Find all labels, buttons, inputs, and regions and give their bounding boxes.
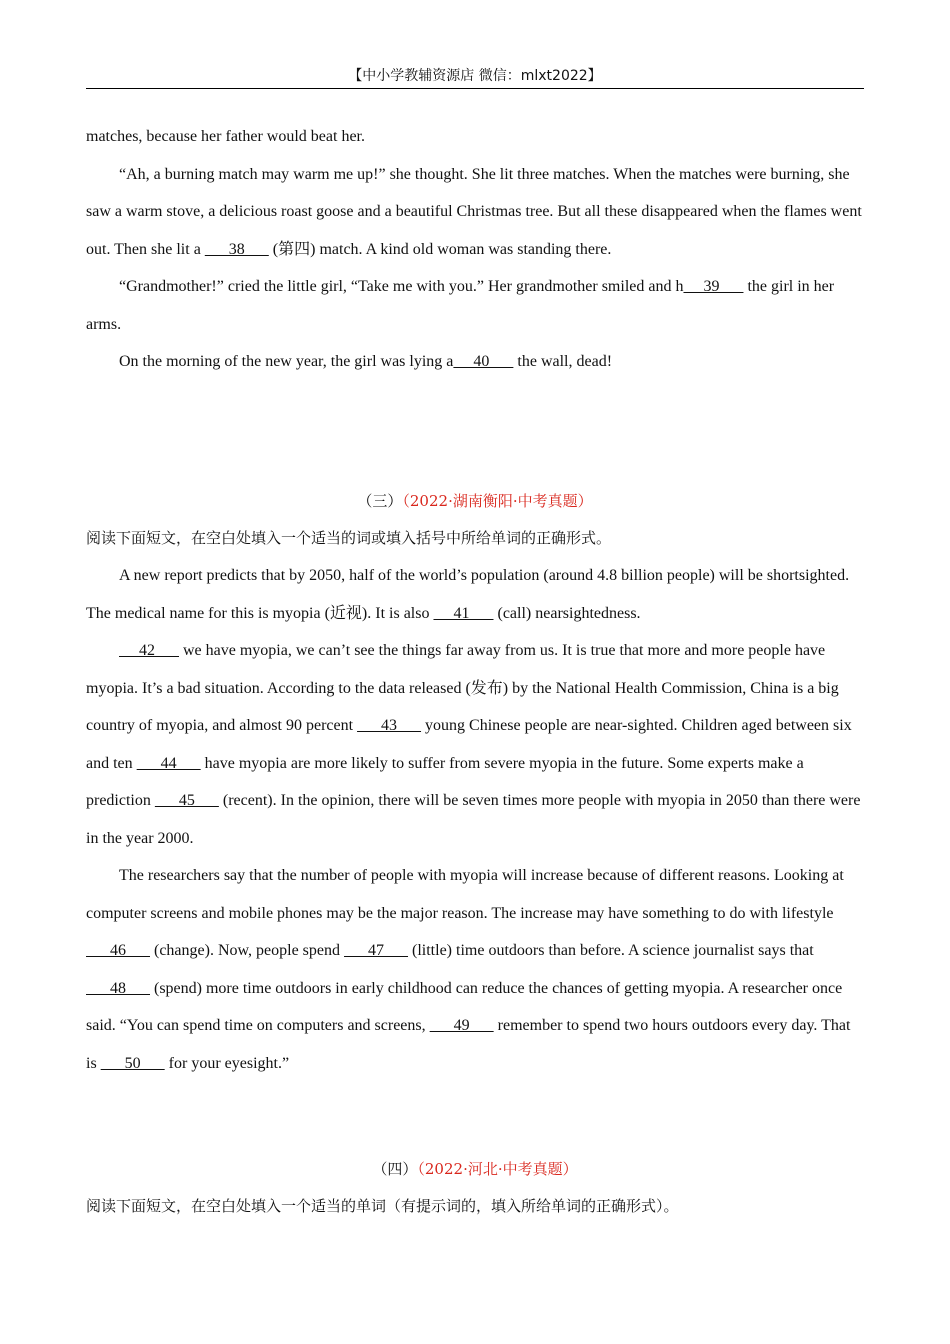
paragraph: A new report predicts that by 2050, half of the world’s population (around 4.8 billion people) will be shortsighted. The medical name for this is myopia (近视). It is also 41 (call) nearsightedness. bbox=[86, 567, 850, 622]
section-title: （四）（2022·河北·中考真题） bbox=[372, 1160, 578, 1178]
section-instruction: 阅读下面短文，在空白处填入一个适当的词或填入括号中所给单词的正确形式。 bbox=[86, 528, 612, 547]
blank-47: 47 bbox=[344, 942, 409, 959]
blank-45: 45 bbox=[154, 792, 219, 809]
section-instruction: 阅读下面短文，在空白处填入一个适当的单词（有提示词的，填入所给单词的正确形式）。 bbox=[86, 1197, 679, 1215]
blank-50: 50 bbox=[100, 1054, 165, 1072]
blank-43: 43 bbox=[357, 717, 422, 734]
section-source: （2022·湖南衡阳·中考真题） bbox=[402, 491, 593, 510]
blank-46: 46 bbox=[86, 942, 150, 959]
blank-42: 42 bbox=[119, 642, 179, 659]
section-title: （三）（2022·湖南衡阳·中考真题） bbox=[357, 491, 593, 510]
blank-39: 39 bbox=[683, 278, 744, 295]
document-body bbox=[86, 118, 864, 1226]
blank-48: 48 bbox=[86, 979, 150, 997]
paragraph: 42 we have myopia, we can’t see the things far away from us. It is true that more and more people have myopia. It’s a bad situation. According to the data released (发布) by the National Health Commission, China is a big country of myopia, and almost 90 percent 43 young Chinese people are near-sighted. Children aged between six and ten 44 have myopia are more likely to suffer from severe myopia in the future. Some experts make a prediction 45 (recent). In the opinion, there will be seven times more people with myopia in 2050 than there were in the year 2000. bbox=[86, 642, 861, 847]
blank-49: 49 bbox=[429, 1017, 494, 1034]
blank-38: 38 bbox=[204, 240, 269, 258]
blank-41: 41 bbox=[433, 604, 494, 622]
paragraph: “Grandmother!” cried the little girl, “Take me with you.” Her grandmother smiled and h 39 the girl in her arms. bbox=[86, 278, 835, 333]
paragraph: On the morning of the new year, the girl was lying a 40 the wall, dead! bbox=[119, 353, 613, 370]
paragraph: “Ah, a burning match may warm me up!” she thought. She lit three matches. When the matches were burning, she saw a warm stove, a delicious roast goose and a beautiful Christmas tree. But all these disappeared when the flames went out. Then she lit a 38 (第四) match. A kind old woman was standing there. bbox=[86, 165, 862, 258]
paragraph: matches, because her father would beat her. bbox=[86, 128, 365, 145]
blank-44: 44 bbox=[136, 754, 201, 772]
page-header: 【中小学教辅资源店 微信：mlxt2022】 bbox=[86, 66, 864, 89]
section-source: （2022·河北·中考真题） bbox=[417, 1160, 578, 1178]
blank-40: 40 bbox=[453, 353, 514, 370]
paragraph: The researchers say that the number of people with myopia will increase because of different reasons. Looking at computer screens and mobile phones may be the major reason. The increase may have something to do with lifestyle 46 (change). Now, people spend 47 (little) time outdoors than before. A science journalist says that 48 (spend) more time outdoors in early childhood can reduce the chances of getting myopia. A researcher once said. “You can spend time on computers and screens, 49 remember to spend two hours outdoors every day. That is 50 for your eyesight.” bbox=[86, 867, 851, 1072]
